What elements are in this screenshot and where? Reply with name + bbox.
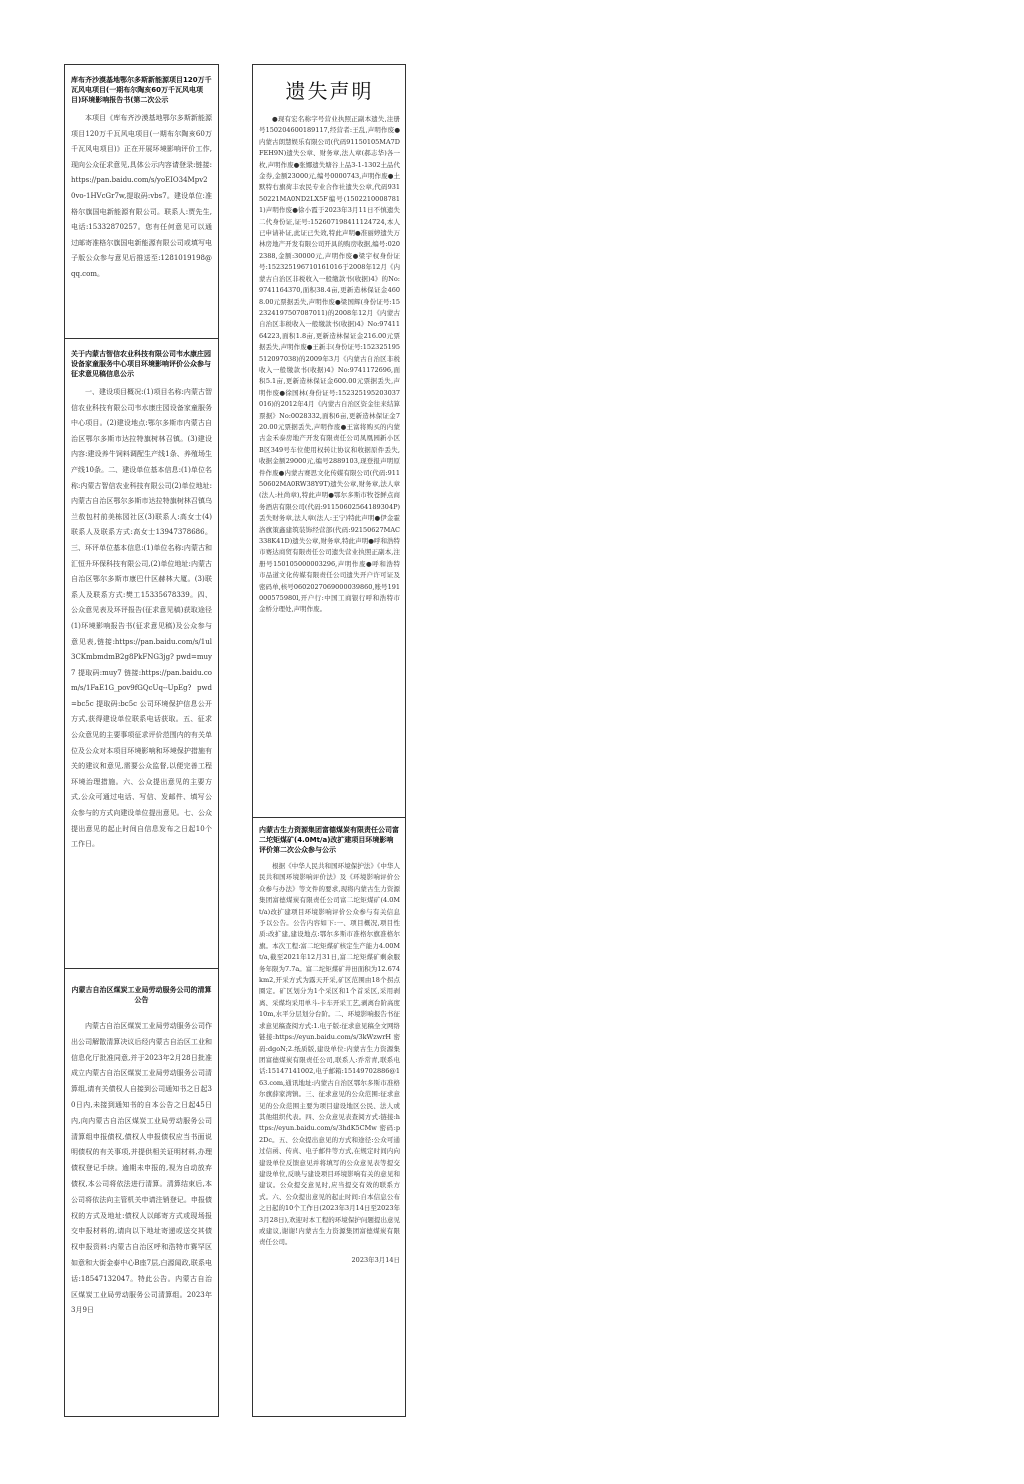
notice-liquidation — [71, 985, 212, 1319]
divider — [65, 338, 218, 339]
notice-wind-power — [71, 75, 212, 283]
notice-coal-mine-eia — [259, 825, 400, 1264]
notice-body: 一、建设项目概况:(1)项目名称:内蒙古智信农业科技有限公司韦水康庄园设备家童服务中心项目。(2)建设地点:鄂尔多斯市内蒙古自治区鄂尔多斯市达拉特旗树林召镇。(3)建设内容:建设养牛饲料调配生产线1条、养殖场生产线10条。二、建设单位基本信息:(1)单位名称:内蒙古智信农业科技有限公司(2)单位地址:内蒙古自治区鄂尔多斯市达拉特旗树林召镇乌兰敖包村前美栋园社区(3)联系人:高女士(4)联系人及联系方式:高女士13947378686。三、环评单位基本信息:(1)单位名称:内蒙古和汇恒升环保科技有限公司,(2)单位地址:内蒙古自治区鄂尔多斯市康巴什区赫林大厦。(3)联系人及联系方式:樊工15335678339。四、公众意见表及环评报告(征求意见稿)获取途径(1)环境影响报告书(征求意见稿)及公众参与意见表,链接:https://pan.baidu.com/s/1ul3CKmbmdmB2g8PkFNG3jg? pwd=muy7 提取码:muy7 链接:https://pan.baidu.com/s/1FaE1G_pov9fGQcUq--UpEg? pwd=bc5c 提取码:bc5c 公司环境保护信息公开方式,获得建设单位联系电话获取。五、征求公众意见的主要事项征求评价范围内的有关单位及公众对本项目环境影响和环境保护措施有关的建议和意见,需要公众监督,以便完善工程环境治理措施。六、公众提出意见的主要方式,公众可通过电话、写信、发邮件、填写公众参与的方式向建设单位提出意见。七、公众提出意见的起止时间自信息发布之日起10个工作日。 — [71, 388, 212, 849]
left-column — [64, 64, 219, 1417]
notice-agriculture-eia — [71, 349, 212, 853]
notice-title: 内蒙古自治区煤炭工业局劳动服务公司的清算公告 — [71, 986, 212, 1004]
notice-body: 内蒙古自治区煤炭工业局劳动服务公司作出公司解散清算决议后经内蒙古自治区工业和信息化厅批准同意,并于2023年2月28日批准成立内蒙古自治区煤炭工业局劳动服务公司清算组,请有关债权人自接到公司通知书之日起30日内,未接到通知书的自本公告之日起45日内,向内蒙古自治区煤炭工业局劳动服务公司清算组申报债权,债权人申报债权应当书面说明债权的有关事项,并提供相关证明材料,办理债权登记手续。逾期未申报的,视为自动放弃债权,本公司将依法进行清算。清算结束后,本公司将依法向主管机关申请注销登记。申报债权的方式及地址:债权人以邮寄方式或现场报交申报材料的,请向以下地址寄递或送交其债权申报资料:内蒙古自治区呼和浩特市赛罕区如意和大街金泰中心B座7层,白源闻政,联系电话:18547132047。特此公告。内蒙古自治区煤炭工业局劳动服务公司清算组。2023年3月9日 — [71, 1022, 212, 1315]
notice-title: 库布齐沙漠基地鄂尔多斯新能源项目120万千瓦风电项目(一期布尔陶亥60万千瓦风电项目)环境影响报告书(第二次公示 — [71, 76, 212, 104]
notice-date: 2023年3月14日 — [351, 1255, 400, 1264]
right-column — [252, 64, 406, 1417]
divider — [65, 968, 218, 969]
notice-body: ●现有宏名称字号营业执照正副本遗失,注册号150204600189117,经营者:王乱,声明作废●内蒙古朗慧娱乐有限公司(代码91150105MA7DFEH9N)遗失公章、财务章,法人章(郝志华)各一枚,声明作废●张娜遗失塘谷上品3-1-1302土品代金券,金额23000元,编号0000743,声明作废●土默特右旗荷丰农民专业合作社遗失公章,代码93150221MA0ND2LX5F编号(15022100087811)声明作废●徐小霞于2023年3月11日不慎遗失二代身份证,证号:152607198411124724,本人已申请补证,此证已失效,特此声明●准丽婷遗失万林房地产开发有限公司开具的购房收据,编号:0202388,金额:30000元,声明作废●梁宇权身份证号:152325196710161016于2008年12月《内蒙古自治区非税收入一般缴款书(收据)4》的No:9741164370,面积38.4亩,更新造林保证金4608.00元票据丢失,声明作废●梁国辉(身份证号:152324197507087011)的2008年12月《内蒙古自治区非税收入一般缴款书(收据)4》No:9741164223,面积1.8亩,更新造林保证金216.00元票据丢失,声明作废●王新丰(身份证号:152325195512097038)的2009年3月《内蒙古自治区非税收入一般缴款书(收据)4》No:9741172696,面积5.1亩,更新造林保证金600.00元票据丢失,声明作废●徐国林(身份证号:152325195203037016)的2012年4月《内蒙古自治区资金往来结算票据》No:0028332,面积6亩,更新造林保证金720.00元票据丢失,声明作废●王富将购买的内蒙古金禾泰房地产开发有限责任公司凤凰园新小区B区349号车位使用权转让协议和收据原件丢失,收据金额29000元,编号2889103,现登报声明原件作废●内蒙古赛思文化传媒有限公司(代码:91150602MA0RW38Y9T)遗失公章,财务章,法人章(法人:杜尚章),特此声明●鄂尔多斯市牧苍鲜点商务酒店有限公司(代码:91150602564189304P)丢失财务章,法人章(法人:王宁)特此声明●伊金霍洛旗策鑫建筑装饰经营部(代码:92150627MAC338K41D)遗失公章,财务章,特此声明●呼和浩特市赛达商贸有限责任公司遗失营业执照正副本,注册号150105000003296,声明作废●呼和浩特市品道文化传媒有限责任公司遗失开户许可证及密码单,核号0602027069000039860,账号191000575980l,开户行:中国工商银行呼和浩特市金桥分理处,声明作废。 — [259, 115, 400, 614]
divider — [253, 817, 405, 818]
notice-title: 内蒙古生力资源集团富德煤炭有限责任公司富二坨矩煤矿(4.0Mt/a)改扩建项目环境影响评价第二次公众参与公示 — [259, 826, 399, 854]
notice-lost-statements — [259, 71, 400, 616]
notice-title: 关于内蒙古智信农业科技有限公司韦水康庄园设备家童服务中心项目环境影响评价公众参与征求意见稿信息公示 — [71, 350, 211, 378]
notice-body: 根据《中华人民共和国环境保护法》《中华人民共和国环境影响评价法》及《环境影响评价公众参与办法》等文件的要求,现将内蒙古生力资源集团富德煤炭有限责任公司富二坨矩煤矿(4.0Mt/a)改扩建项目环境影响评价公众参与有关信息予以公告。公告内容如下:一、项目概况,项目性质:改扩建,建设地点:鄂尔多斯市准格尔旗准格尔旗。本次工程:富二坨矩煤矿核定生产能力4.00Mt/a,截至2021年12月31日,富二坨矩煤矿剩余服务年限为7.7a。富二坨矩煤矿井田面积为12.674km2,开采方式为露天开采,矿区范围由18个拐点圈定。矿区划分为1个采区和1个首采区,采用剥离、采煤均采用单斗-卡车开采工艺,剥离台阶高度10m,水平分层划分台阶。二、环境影响报告书征求意见稿查阅方式:1.电子版:征求意见稿全文网络链接:https://eyun.baidu.com/s/3kWzwrH 密码:dgoN;2.纸质版,建设单位:内蒙古生力资源集团富德煤炭有限责任公司,联系人:乔常青,联系电话:15147141002,电子邮箱:15149702886@163.com,通讯地址:内蒙古自治区鄂尔多斯市准格尔旗薛家湾镇。三、征求意见的公众范围:征求意见的公众范围主要为项目建设地区公民、法人或其他组织代表。四、公众意见表查阅方式:链接:https://eyun.baidu.com/s/3hdK5CMw 密码:p2Dc。五、公众提出意见的方式和途径:公众可通过信函、传真、电子邮件等方式,在规定时间内向建设单位反馈意见并将填写的公众意见表等提交建设单位,反映与建设项目环境影响有关的意见和建议。公众提交意见时,应当提交有效的联系方式。六、公众提出意见的起止时间:自本信息公布之日起的10个工作日(2023年3月14日至2023年3月28日),欢迎对本工程的环境保护问题提出意见或建议,谢谢!内蒙古生力资源集团富德煤炭有限责任公司。 — [259, 862, 400, 1247]
page-title: 遗失声明 — [285, 79, 374, 103]
notice-body: 本项目《库布齐沙漠基地鄂尔多斯新能源项目120万千瓦风电项目(一期布尔陶亥60万千瓦风电项目)》正在开展环境影响评价工作,现向公众征求意见,具体公示内容请登录:链接:https://pan.baidu.com/s/yoEIO34Mpv20vo-1HVcGr7w,提取码:vbs7。建设单位:准格尔旗国电新能源有限公司。联系人:贾先生,电话:15332870257。您有任何意见可以通过邮寄准格尔旗国电新能源有限公司或填写电子版公众参与意见后推送至:1281019198@qq.com。 — [71, 114, 212, 278]
